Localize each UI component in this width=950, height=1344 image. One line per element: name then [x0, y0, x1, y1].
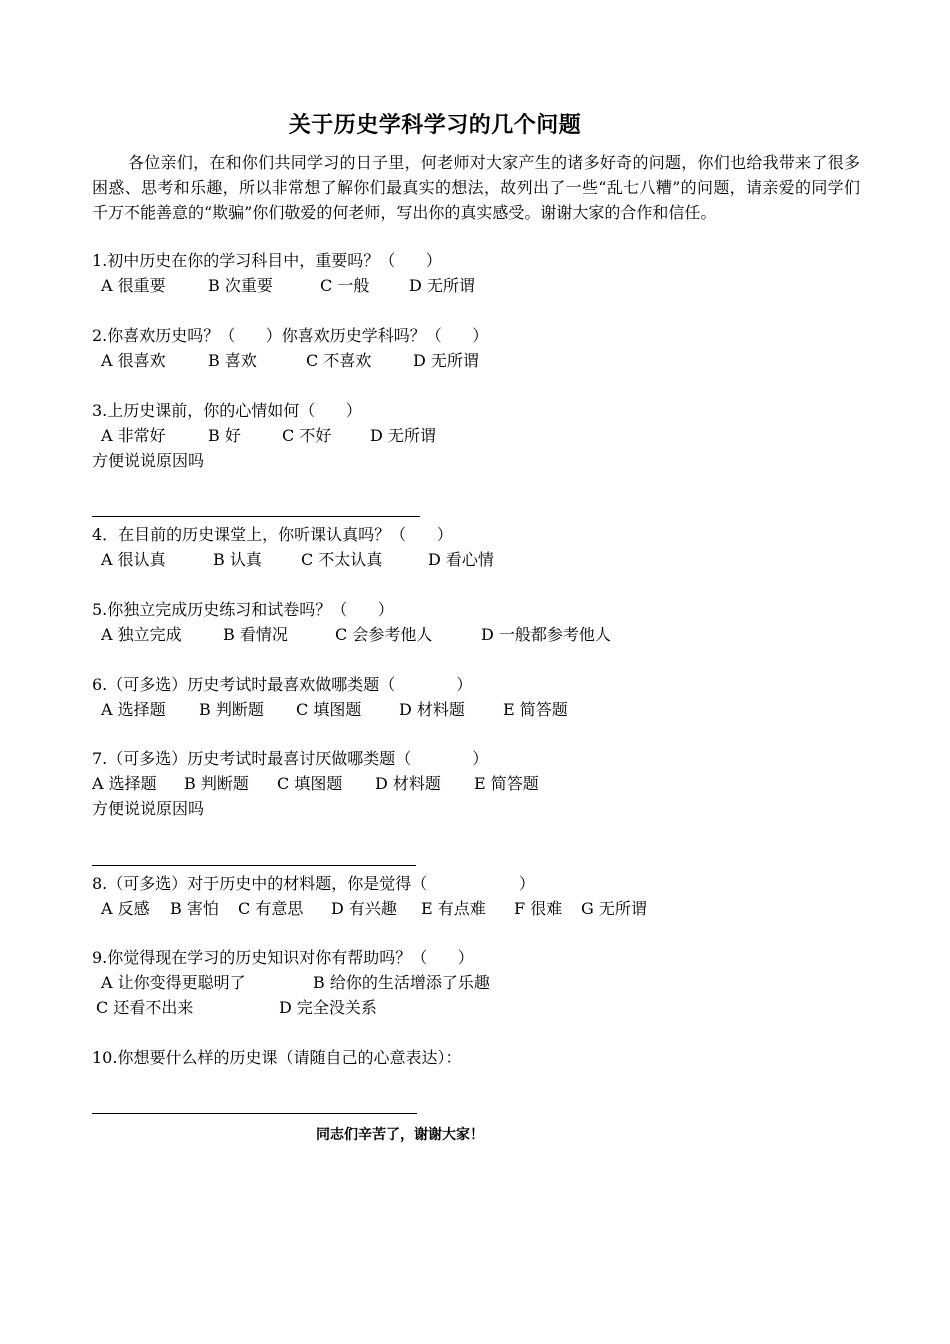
q5-option-a: A 独立完成 — [101, 625, 182, 644]
q7-option-d: D 材料题 — [375, 774, 441, 793]
q4-option-b: B 认真 — [213, 550, 262, 569]
q7-option-c: C 填图题 — [277, 774, 343, 793]
document-title: 关于历史学科学习的几个问题 — [288, 112, 582, 138]
question-8: 8.（可多选）对于历史中的材料题，你是觉得（ ） — [92, 874, 535, 893]
q8-option-f: F 很难 — [514, 899, 563, 918]
q6-option-e: E 简答题 — [503, 700, 568, 719]
q6-option-c: C 填图题 — [296, 700, 362, 719]
q7-option-b: B 判断题 — [184, 774, 249, 793]
q7-option-e: E 简答题 — [474, 774, 539, 793]
question-7: 7.（可多选）历史考试时最喜讨厌做哪类题（ ） — [92, 749, 489, 768]
q2-option-b: B 喜欢 — [208, 351, 257, 370]
q4-option-a: A 很认真 — [101, 550, 166, 569]
q8-option-b: B 害怕 — [170, 899, 219, 918]
question-4: 4．在目前的历史课堂上，你听课认真吗？（ ） — [92, 525, 453, 544]
question-3: 3.上历史课前，你的心情如何（ ） — [92, 401, 362, 420]
q8-option-d: D 有兴趣 — [331, 899, 397, 918]
q7-reason-prompt: 方便说说原因吗 — [92, 799, 205, 818]
question-2: 2.你喜欢历史吗？（ ）你喜欢历史学科吗？（ ） — [92, 326, 489, 345]
q1-option-d: D 无所谓 — [409, 276, 475, 295]
q4-option-c: C 不太认真 — [301, 550, 383, 569]
q8-option-e: E 有点难 — [421, 899, 486, 918]
q5-option-d: D 一般都参考他人 — [481, 625, 611, 644]
q7-option-a: A 选择题 — [92, 774, 157, 793]
closing-message: 同志们辛苦了，谢谢大家！ — [316, 1127, 484, 1143]
intro-paragraph: 各位亲们，在和你们共同学习的日子里，何老师对大家产生的诸多好奇的问题，你们也给我带来了很多困惑、思考和乐趣，所以非常想了解你们最真实的想法，故列出了一些“乱七八糟”的问题，请亲爱的同学们千万不能善意的“欺骗”你们敬爱的何老师，写出你的真实感受。谢谢大家的合作和信任。 — [92, 153, 860, 222]
q3-option-b: B 好 — [208, 426, 241, 445]
q5-option-b: B 看情况 — [223, 625, 288, 644]
q8-option-c: C 有意思 — [238, 899, 304, 918]
q9-option-b: B 给你的生活增添了乐趣 — [313, 973, 490, 992]
q1-option-b: B 次重要 — [208, 276, 273, 295]
q2-option-c: C 不喜欢 — [306, 351, 372, 370]
q5-option-c: C 会参考他人 — [335, 625, 433, 644]
q9-option-c: C 还看不出来 — [96, 998, 194, 1017]
q6-option-d: D 材料题 — [399, 700, 465, 719]
question-5: 5.你独立完成历史练习和试卷吗？（ ） — [92, 600, 394, 619]
q8-option-a: A 反感 — [101, 899, 150, 918]
q7-answer-line[interactable] — [92, 865, 416, 866]
q6-option-b: B 判断题 — [199, 700, 264, 719]
q9-option-d: D 完全没关系 — [279, 998, 377, 1017]
q3-answer-line[interactable] — [92, 516, 420, 517]
question-10: 10.你想要什么样的历史课（请随自己的心意表达）： — [92, 1048, 462, 1067]
q9-option-a: A 让你变得更聪明了 — [101, 973, 246, 992]
question-6: 6.（可多选）历史考试时最喜欢做哪类题（ ） — [92, 675, 473, 694]
q2-option-d: D 无所谓 — [413, 351, 479, 370]
question-9: 9.你觉得现在学习的历史知识对你有帮助吗？（ ） — [92, 948, 474, 967]
q4-option-d: D 看心情 — [428, 550, 494, 569]
q1-option-a: A 很重要 — [101, 276, 166, 295]
q3-option-c: C 不好 — [282, 426, 332, 445]
q2-option-a: A 很喜欢 — [101, 351, 166, 370]
question-1: 1.初中历史在你的学习科目中，重要吗？（ ） — [92, 251, 442, 270]
q8-option-g: G 无所谓 — [581, 899, 647, 918]
q6-option-a: A 选择题 — [101, 700, 166, 719]
q3-reason-prompt: 方便说说原因吗 — [92, 451, 205, 470]
q1-option-c: C 一般 — [320, 276, 370, 295]
q3-option-d: D 无所谓 — [370, 426, 436, 445]
q3-option-a: A 非常好 — [101, 426, 166, 445]
q10-answer-line[interactable] — [92, 1113, 417, 1114]
